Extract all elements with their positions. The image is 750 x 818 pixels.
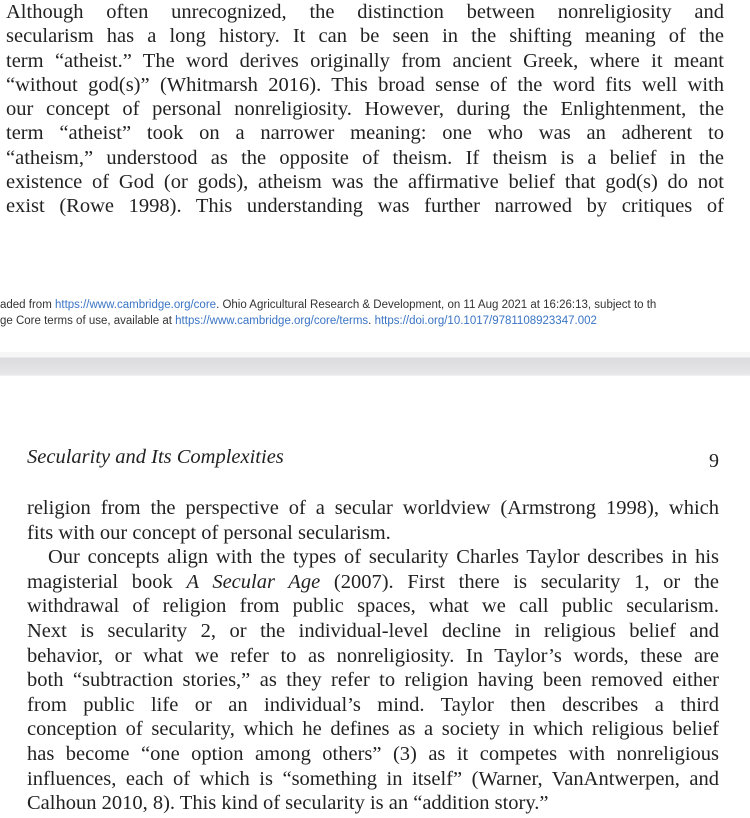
text-line	[27, 570, 719, 595]
text-line: Although often unrecognized, the distinction between nonreligiosity and	[6, 1, 724, 23]
text-line: religion from the perspective of a secular worldview (Armstrong 1998), which	[27, 497, 719, 519]
page-top-text	[6, 0, 724, 219]
text-line: behavior, or what we refer to as nonreligiosity. In Taylor’s words, these are	[27, 644, 719, 667]
footer-text: aded from	[0, 299, 55, 311]
terms-link[interactable]: https://www.cambridge.org/core/terms	[175, 315, 369, 327]
text-line: both “subtraction stories,” as they refer to religion having been removed either	[27, 669, 719, 692]
doi-link[interactable]: https://doi.org/10.1017/9781108923347.002	[374, 315, 597, 327]
running-head: Secularity and Its Complexities	[27, 446, 284, 468]
footer-text: .	[368, 315, 375, 327]
text-line: “atheism,” understood as the opposite of theism. If theism is a belief in the	[6, 146, 724, 169]
text-line: term “atheist.” The word derives originally from ancient Greek, where it meant	[6, 49, 724, 72]
footer-text: . Ohio Agricultural Research & Development, on 11 Aug 2021 at 16:26:13, subject to th	[216, 299, 657, 311]
book-title: A Secular Age	[186, 570, 321, 593]
text-line: term “atheist” took on a narrower meaning: one who was an adherent to	[6, 122, 724, 145]
text-line: secularism has a long history. It can be seen in the shifting meaning of the	[6, 25, 724, 48]
text-fragment: (2007). First there is secularity 1, or the	[320, 570, 719, 593]
footer-text: ge Core terms of use, available at	[0, 315, 176, 327]
download-notice	[0, 297, 656, 329]
text-line: withdrawal of religion from public spaces, what we call public secularism.	[27, 595, 719, 618]
text-line: has become “one option among others” (3) as it competes with nonreligious	[27, 742, 719, 765]
text-fragment: magisterial book	[27, 570, 187, 593]
page-bottom-text	[27, 496, 719, 816]
page-number: 9	[709, 450, 719, 472]
text-line: existence of God (or gods), atheism was the affirmative belief that god(s) do not	[6, 171, 724, 194]
text-line: conception of secularity, which he defines as a society in which religious belief	[27, 718, 719, 741]
page-separator	[0, 352, 750, 376]
text-line: “without god(s)” (Whitmarsh 2016). This broad sense of the word fits well with	[6, 73, 724, 96]
text-line: influences, each of which is “something in itself” (Warner, VanAntwerpen, and	[27, 767, 719, 790]
text-line: Calhoun 2010, 8). This kind of secularity is an “addition story.”	[27, 792, 549, 815]
text-line: from public life or an individual’s mind. Taylor then describes a third	[27, 693, 719, 716]
text-line: Our concepts align with the types of secularity Charles Taylor describes in his	[48, 546, 719, 569]
text-line: Next is secularity 2, or the individual-level decline in religious belief and	[27, 619, 719, 642]
cambridge-core-link[interactable]: https://www.cambridge.org/core	[54, 299, 217, 311]
text-line: our concept of personal nonreligiosity. However, during the Enlightenment, the	[6, 98, 724, 121]
text-line: fits with our concept of personal secularism.	[27, 521, 391, 544]
text-line: exist (Rowe 1998). This understanding was further narrowed by critiques of	[6, 195, 724, 218]
